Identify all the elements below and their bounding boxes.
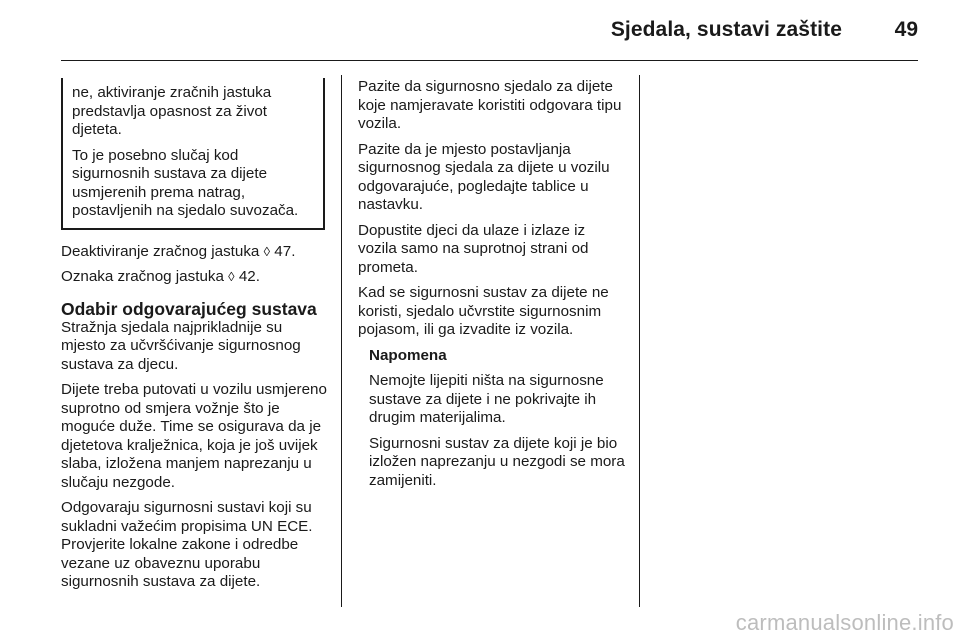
reference-airbag-label xyxy=(61,268,329,287)
warning-text-1: ne, aktiviranje zračnih jastuka predstavlja opasnost za život djeteta. xyxy=(72,84,272,138)
reference-text: Deaktiviranje zračnog jastuka xyxy=(61,242,260,260)
watermark: carmanualsonline.info xyxy=(735,610,954,635)
page-reference-icon: ◊ xyxy=(263,243,271,259)
header-divider xyxy=(61,60,918,61)
reference-text: Oznaka zračnog jastuka xyxy=(61,268,224,285)
paragraph: Pazite da sigurnosno sjedalo za dijete koje namjeravate koristiti odgovara tipu vozila. xyxy=(358,78,622,132)
section-heading: Odabir odgovarajućeg sustava xyxy=(61,298,317,319)
reference-airbag-deactivation xyxy=(61,243,329,262)
warning-text-2: To je posebno slučaj kod sigurnosnih sustava za dijete usmjerenih prema natrag, postavljenih na sjedalo suvozača. xyxy=(72,146,299,219)
column-divider-2 xyxy=(639,75,640,607)
paragraph: Pazite da je mjesto postavljanja sigurnosnog sjedala za dijete u vozilu odgovarajuće, pogledajte tablice u nastavku. xyxy=(358,140,610,213)
note-title: Napomena xyxy=(369,346,447,364)
paragraph: Odgovaraju sigurnosni sustavi koji su sukladni važećim propisima UN ECE. Provjerite lokalne zakone i odredbe vezane uz obaveznu uporabu sigurnosnih sustava za dijete. xyxy=(61,499,313,590)
paragraph: Stražnja sjedala najprikladnije su mjesto za učvršćivanje sigurnosnog sustava za djecu. xyxy=(61,318,301,373)
reference-link[interactable]: 42. xyxy=(238,268,260,285)
note-block xyxy=(369,347,626,491)
page-number: 49 xyxy=(894,18,918,41)
middle-column xyxy=(358,78,626,497)
page-reference-icon: ◊ xyxy=(228,269,235,284)
paragraph: Dopustite djeci da ulaze i izlaze iz vozila samo na suprotnoj strani od prometa. xyxy=(358,221,589,276)
warning-box xyxy=(61,78,325,230)
note-text-2: Sigurnosni sustav za dijete koji je bio izložen naprezanju u nezgodi se mora zamijeniti. xyxy=(369,434,625,489)
page-title: Sjedala, sustavi zaštite xyxy=(610,18,842,41)
note-text-1: Nemojte lijepiti ništa na sigurnosne sustave za dijete i ne pokrivajte ih drugim materijalima. xyxy=(369,372,604,426)
paragraph: Dijete treba putovati u vozilu usmjereno suprotno od smjera vožnje što je moguće duže. Time se osigurava da je djetetova kralježnica, koja je još uvijek slaba, izložena manjem naprezanju u slučaju nezgode. xyxy=(61,381,327,491)
column-divider-1 xyxy=(341,75,342,607)
left-column xyxy=(61,78,329,599)
reference-link[interactable]: 47. xyxy=(274,242,296,260)
paragraph: Kad se sigurnosni sustav za dijete ne koristi, sjedalo učvrstite sigurnosnim pojasom, ili ga izvadite iz vozila. xyxy=(358,284,609,338)
